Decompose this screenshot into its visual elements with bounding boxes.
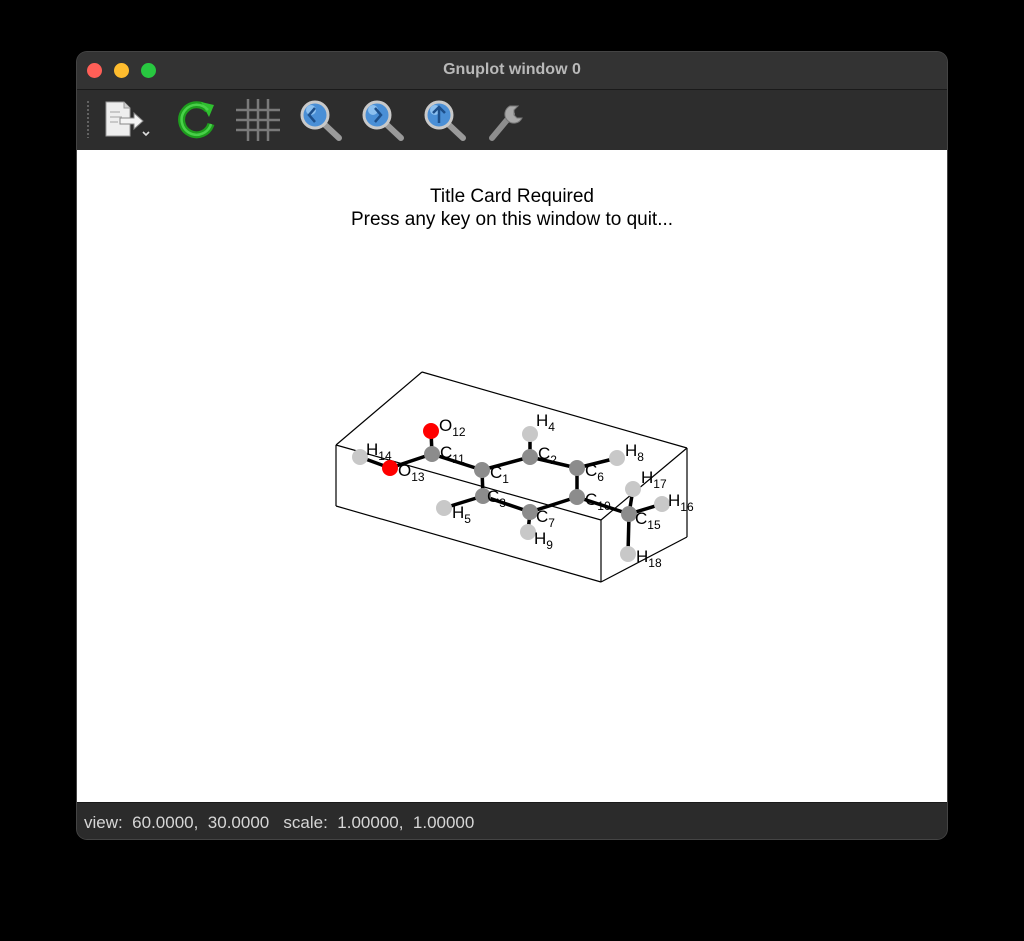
status-bar <box>77 802 947 839</box>
gnuplot-window <box>77 52 947 839</box>
grid-button[interactable] <box>232 96 282 144</box>
toolbar-grip[interactable] <box>86 100 90 138</box>
atom-label: $O_{12}$ <box>439 416 466 439</box>
atom-label: $H_8$ <box>625 441 644 464</box>
atom-marker <box>625 481 641 497</box>
replot-button[interactable] <box>172 96 222 144</box>
atom-label: $C_{11}$ <box>440 443 465 466</box>
zoom-previous-button[interactable] <box>295 96 345 144</box>
atom-marker <box>609 450 625 466</box>
atom-marker <box>569 460 585 476</box>
refresh-icon <box>172 96 222 144</box>
atom-label: $H_{18}$ <box>636 547 662 570</box>
atom-marker <box>423 423 439 439</box>
atom-marker <box>522 449 538 465</box>
zoom-next-icon <box>357 96 407 144</box>
atom-marker <box>474 462 490 478</box>
plot-title-line-2: Press any key on this window to quit... <box>350 209 674 230</box>
plot-title-line-1: Title Card Required <box>429 186 595 207</box>
atom-label: $C_1$ <box>490 463 509 486</box>
export-document-icon <box>100 96 150 144</box>
wrench-icon <box>482 96 532 144</box>
atom-label: $C_{15}$ <box>635 509 661 532</box>
toolbar <box>77 90 947 150</box>
autoscale-button[interactable] <box>419 96 469 144</box>
zoom-autoscale-icon <box>419 96 469 144</box>
atom-label: $O_{13}$ <box>398 461 425 484</box>
atom-label: $C_3$ <box>487 487 506 510</box>
atom-label: $C_2$ <box>538 444 557 467</box>
view-scale-readout: view: 60.0000, 30.0000 scale: 1.00000, 1.00000 <box>84 813 475 832</box>
zoom-previous-icon <box>295 96 345 144</box>
atom-marker <box>569 489 585 505</box>
settings-button[interactable] <box>482 96 532 144</box>
molecule-plot <box>77 150 947 802</box>
atom-marker <box>620 546 636 562</box>
export-button[interactable] <box>100 96 150 144</box>
atom-layer <box>352 423 670 562</box>
atom-label: $H_5$ <box>452 503 471 526</box>
grid-icon <box>232 96 282 144</box>
title-bar <box>77 52 947 90</box>
zoom-next-button[interactable] <box>357 96 407 144</box>
bond-layer <box>360 431 662 554</box>
plot-canvas[interactable] <box>77 150 947 802</box>
atom-label: $H_{17}$ <box>641 468 667 491</box>
atom-label: $H_{14}$ <box>366 440 392 463</box>
atom-marker <box>424 446 440 462</box>
window-title: Gnuplot window 0 <box>443 61 581 78</box>
atom-label: $H_9$ <box>534 529 553 552</box>
atom-label: $C_{10}$ <box>585 490 611 513</box>
atom-label: $C_7$ <box>536 507 555 530</box>
atom-label: $H_{16}$ <box>668 491 694 514</box>
atom-marker <box>436 500 452 516</box>
atom-label: $H_4$ <box>536 411 555 434</box>
atom-label: $C_6$ <box>585 461 604 484</box>
